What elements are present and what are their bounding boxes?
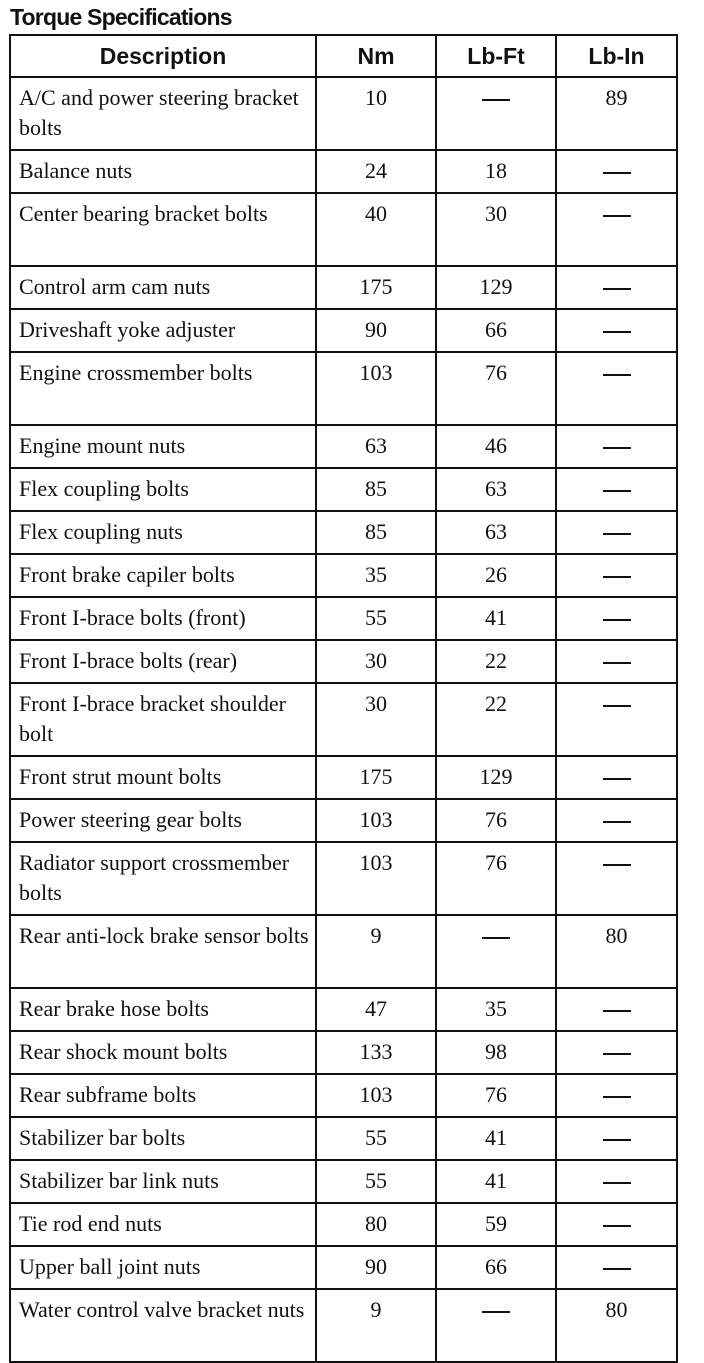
lb-in-cell [556,756,677,799]
nm-cell: 30 [316,640,436,683]
nm-cell: 175 [316,756,436,799]
lb-ft-cell: 76 [436,799,556,842]
dash-placeholder [603,1096,631,1098]
nm-cell: 85 [316,468,436,511]
lb-ft-cell [436,915,556,988]
description-cell: Rear anti-lock brake sensor bolts [10,915,316,988]
table-row [10,554,677,597]
lb-ft-cell: 26 [436,554,556,597]
description-cell: Engine mount nuts [10,425,316,468]
lb-in-cell: 80 [556,1289,677,1362]
dash-placeholder [603,215,631,217]
lb-in-cell [556,554,677,597]
lb-ft-cell: 129 [436,266,556,309]
lb-in-cell [556,1160,677,1203]
lb-in-cell [556,1246,677,1289]
table-row [10,266,677,309]
torque-spec-table [9,34,678,1363]
nm-cell: 47 [316,988,436,1031]
dash-placeholder [482,99,510,101]
table-row [10,640,677,683]
lb-in-cell [556,988,677,1031]
table-row [10,468,677,511]
lb-in-cell [556,425,677,468]
nm-cell: 10 [316,77,436,150]
dash-placeholder [603,1268,631,1270]
description-cell: Center bearing bracket bolts [10,193,316,266]
description-cell: Power steering gear bolts [10,799,316,842]
lb-in-cell [556,468,677,511]
dash-placeholder [603,1182,631,1184]
description-cell: Front I-brace bolts (front) [10,597,316,640]
lb-ft-cell: 22 [436,683,556,756]
dash-placeholder [603,864,631,866]
lb-in-cell: 89 [556,77,677,150]
description-cell: Radiator support crossmember bolts [10,842,316,915]
dash-placeholder [603,172,631,174]
lb-in-cell [556,1203,677,1246]
column-header-description: Description [10,35,316,77]
dash-placeholder [603,447,631,449]
description-cell: Front I-brace bracket shoulder bolt [10,683,316,756]
description-cell: Engine crossmember bolts [10,352,316,425]
lb-ft-cell: 98 [436,1031,556,1074]
dash-placeholder [482,1311,510,1313]
table-row [10,511,677,554]
nm-cell: 80 [316,1203,436,1246]
lb-in-cell [556,640,677,683]
dash-placeholder [603,533,631,535]
table-row [10,150,677,193]
lb-ft-cell: 41 [436,1117,556,1160]
header-row [10,35,677,77]
lb-ft-cell [436,1289,556,1362]
column-header-nm: Nm [316,35,436,77]
description-cell: Control arm cam nuts [10,266,316,309]
table-row [10,309,677,352]
description-cell: Driveshaft yoke adjuster [10,309,316,352]
nm-cell: 9 [316,915,436,988]
nm-cell: 90 [316,1246,436,1289]
table-row [10,799,677,842]
table-row [10,1160,677,1203]
description-cell: Front strut mount bolts [10,756,316,799]
dash-placeholder [603,490,631,492]
nm-cell: 9 [316,1289,436,1362]
page-title: Torque Specifications [10,4,232,30]
table-row [10,193,677,266]
description-cell: Balance nuts [10,150,316,193]
column-header-lb-ft: Lb-Ft [436,35,556,77]
lb-in-cell [556,842,677,915]
dash-placeholder [603,288,631,290]
lb-ft-cell: 66 [436,1246,556,1289]
nm-cell: 175 [316,266,436,309]
lb-in-cell [556,309,677,352]
table-row [10,1031,677,1074]
description-cell: Rear subframe bolts [10,1074,316,1117]
table-row [10,1203,677,1246]
table-row [10,842,677,915]
lb-in-cell [556,1074,677,1117]
lb-in-cell [556,1031,677,1074]
table-row [10,1289,677,1362]
lb-in-cell [556,352,677,425]
lb-in-cell [556,597,677,640]
table-row [10,1074,677,1117]
description-cell: Water control valve bracket nuts [10,1289,316,1362]
description-cell: A/C and power steering bracket bolts [10,77,316,150]
table-row [10,988,677,1031]
table-row [10,425,677,468]
nm-cell: 103 [316,352,436,425]
dash-placeholder [603,778,631,780]
dash-placeholder [603,1225,631,1227]
lb-ft-cell: 22 [436,640,556,683]
description-cell: Stabilizer bar bolts [10,1117,316,1160]
table-row [10,77,677,150]
nm-cell: 133 [316,1031,436,1074]
lb-ft-cell: 76 [436,1074,556,1117]
description-cell: Front brake capiler bolts [10,554,316,597]
nm-cell: 55 [316,1160,436,1203]
nm-cell: 40 [316,193,436,266]
lb-ft-cell: 66 [436,309,556,352]
lb-ft-cell: 63 [436,511,556,554]
lb-ft-cell: 129 [436,756,556,799]
lb-ft-cell: 76 [436,352,556,425]
lb-in-cell [556,193,677,266]
dash-placeholder [603,705,631,707]
lb-in-cell [556,799,677,842]
nm-cell: 63 [316,425,436,468]
description-cell: Stabilizer bar link nuts [10,1160,316,1203]
lb-ft-cell: 18 [436,150,556,193]
lb-ft-cell: 63 [436,468,556,511]
nm-cell: 24 [316,150,436,193]
column-header-lb-in: Lb-In [556,35,677,77]
nm-cell: 85 [316,511,436,554]
table-row [10,1246,677,1289]
dash-placeholder [603,821,631,823]
table-row [10,1117,677,1160]
lb-ft-cell: 41 [436,597,556,640]
description-cell: Flex coupling nuts [10,511,316,554]
dash-placeholder [603,1053,631,1055]
dash-placeholder [603,1139,631,1141]
description-cell: Rear shock mount bolts [10,1031,316,1074]
nm-cell: 103 [316,1074,436,1117]
table-row [10,915,677,988]
lb-in-cell: 80 [556,915,677,988]
nm-cell: 55 [316,597,436,640]
lb-in-cell [556,266,677,309]
table-body [10,77,677,1362]
description-cell: Front I-brace bolts (rear) [10,640,316,683]
dash-placeholder [603,1010,631,1012]
table-row [10,597,677,640]
dash-placeholder [603,662,631,664]
dash-placeholder [603,576,631,578]
description-cell: Tie rod end nuts [10,1203,316,1246]
lb-ft-cell: 46 [436,425,556,468]
dash-placeholder [603,619,631,621]
nm-cell: 90 [316,309,436,352]
lb-in-cell [556,150,677,193]
lb-ft-cell: 41 [436,1160,556,1203]
lb-ft-cell: 76 [436,842,556,915]
table-row [10,683,677,756]
lb-ft-cell: 59 [436,1203,556,1246]
nm-cell: 103 [316,799,436,842]
dash-placeholder [482,937,510,939]
nm-cell: 103 [316,842,436,915]
lb-ft-cell: 30 [436,193,556,266]
dash-placeholder [603,331,631,333]
lb-in-cell [556,683,677,756]
nm-cell: 35 [316,554,436,597]
lb-ft-cell [436,77,556,150]
description-cell: Flex coupling bolts [10,468,316,511]
table-row [10,756,677,799]
nm-cell: 55 [316,1117,436,1160]
description-cell: Rear brake hose bolts [10,988,316,1031]
nm-cell: 30 [316,683,436,756]
description-cell: Upper ball joint nuts [10,1246,316,1289]
table-row [10,352,677,425]
lb-in-cell [556,511,677,554]
dash-placeholder [603,374,631,376]
lb-in-cell [556,1117,677,1160]
lb-ft-cell: 35 [436,988,556,1031]
